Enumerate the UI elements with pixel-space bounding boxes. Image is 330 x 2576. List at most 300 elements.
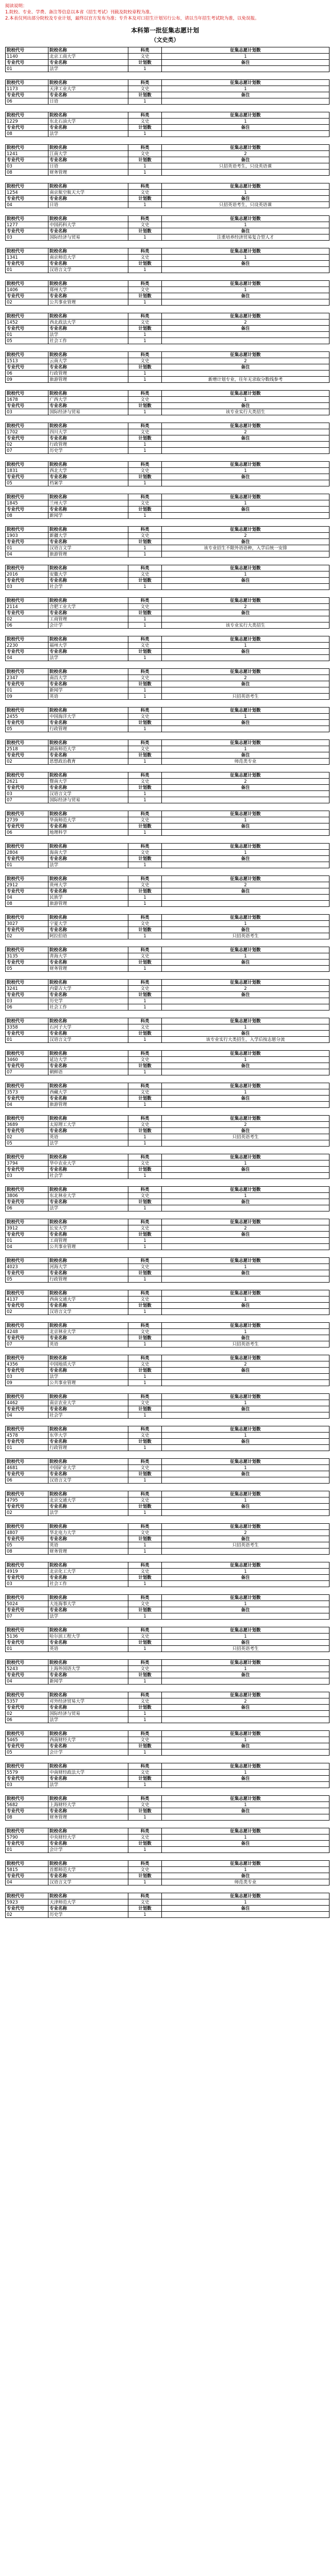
school-name-label: 院校名称	[48, 947, 128, 953]
school-row	[6, 1089, 329, 1096]
school-header-row	[6, 1187, 329, 1193]
school-name-label: 院校名称	[48, 1426, 128, 1433]
sub-label: 科类	[128, 112, 162, 119]
major-header-row	[6, 1303, 329, 1309]
remark-label: 备注	[162, 1031, 329, 1037]
major-row	[6, 1678, 329, 1685]
plan-label: 计划数	[128, 474, 162, 480]
major-header-row	[6, 1743, 329, 1749]
school-row	[6, 1867, 329, 1873]
major-code: 06	[6, 98, 48, 105]
major-code-label: 专业代号	[6, 228, 48, 234]
school-code: 1229	[6, 119, 48, 125]
school-row	[6, 1899, 329, 1906]
major-code: 05	[6, 966, 48, 972]
plan-label: 计划数	[128, 959, 162, 966]
school-code-label: 院校代号	[6, 1763, 48, 1770]
school-plan-count: 1	[162, 397, 329, 403]
school-name: 云南大学	[48, 358, 128, 364]
major-row	[6, 1782, 329, 1788]
school-code: 4807	[6, 1530, 48, 1536]
school-code: 4356	[6, 1361, 48, 1368]
school-code: 4248	[6, 1329, 48, 1335]
school-name: 中国地质大学	[48, 1361, 128, 1368]
school-plan-count: 1	[162, 1802, 329, 1808]
major-name-label: 专业名称	[48, 196, 128, 202]
major-header-row	[6, 1873, 329, 1879]
school-name-label: 院校名称	[48, 1083, 128, 1089]
school-plan-count: 1	[162, 1497, 329, 1504]
school-name-label: 院校名称	[48, 1258, 128, 1264]
school-code-label: 院校代号	[6, 47, 48, 54]
plan-label: 计划数	[128, 60, 162, 66]
school-name-label: 院校名称	[48, 1018, 128, 1024]
major-name-label: 专业名称	[48, 1808, 128, 1814]
plan-label: 计划数	[128, 435, 162, 442]
major-remark	[162, 1678, 329, 1685]
major-header-row	[6, 293, 329, 299]
major-row	[6, 442, 329, 448]
school-sub: 文史	[128, 953, 162, 959]
school-name-label: 院校名称	[48, 352, 128, 358]
major-name-label: 专业名称	[48, 228, 128, 234]
school-code-label: 院校代号	[6, 527, 48, 533]
major-name-label: 专业名称	[48, 1406, 128, 1412]
major-code-label: 专业代号	[6, 326, 48, 332]
major-remark: 师范类专业	[162, 759, 329, 765]
school-sub: 文史	[128, 151, 162, 157]
sub-label: 科类	[128, 1154, 162, 1160]
school-row	[6, 571, 329, 578]
major-remark: 注重培养经济贸易复合型人才	[162, 234, 329, 241]
school-plan-table	[5, 1594, 329, 1620]
school-code: 2347	[6, 675, 48, 681]
school-code: 5465	[6, 1737, 48, 1743]
school-plan-count: 1	[162, 468, 329, 474]
school-header-row	[6, 248, 329, 255]
school-row	[6, 1122, 329, 1128]
sub-count-label: 征集志愿计划数	[162, 1731, 329, 1737]
major-name-label: 专业名称	[48, 888, 128, 895]
school-sub: 文史	[128, 1465, 162, 1471]
school-row	[6, 468, 329, 474]
school-plan-count: 1	[162, 1329, 329, 1335]
school-plan-count: 1	[162, 1601, 329, 1607]
major-header-row	[6, 1841, 329, 1847]
major-row	[6, 1069, 329, 1075]
sub-count-label: 征集志愿计划数	[162, 844, 329, 850]
major-name: 国际经济与贸易	[48, 1711, 128, 1717]
major-name-label: 专业名称	[48, 1504, 128, 1510]
school-plan-table	[5, 112, 329, 137]
school-row	[6, 1024, 329, 1031]
school-plan-table	[5, 1795, 329, 1821]
school-code-label: 院校代号	[6, 740, 48, 746]
sub-label: 科类	[128, 1562, 162, 1569]
major-header-row	[6, 1335, 329, 1341]
school-sub: 文史	[128, 1264, 162, 1270]
major-remark	[162, 966, 329, 972]
major-header-row	[6, 539, 329, 545]
major-code: 02	[6, 299, 48, 306]
sub-count-label: 征集志愿计划数	[162, 669, 329, 675]
major-name: 旅游管理	[48, 377, 128, 383]
major-row	[6, 998, 329, 1004]
major-plan: 1	[128, 1445, 162, 1451]
major-row	[6, 1173, 329, 1179]
major-plan: 1	[128, 267, 162, 273]
school-sub: 文史	[128, 1802, 162, 1808]
school-name-label: 院校名称	[48, 565, 128, 571]
school-name: 大连海事大学	[48, 1601, 128, 1607]
school-code: 5357	[6, 1698, 48, 1705]
school-name-label: 院校名称	[48, 811, 128, 817]
major-header-row	[6, 992, 329, 998]
major-name-label: 专业名称	[48, 927, 128, 933]
major-row	[6, 1309, 329, 1315]
school-sub: 文史	[128, 358, 162, 364]
school-row	[6, 1737, 329, 1743]
remark-label: 备注	[162, 1575, 329, 1581]
school-header-row	[6, 47, 329, 54]
major-header-row	[6, 1167, 329, 1173]
school-name: 北京交通大学	[48, 1497, 128, 1504]
school-plan-count: 1	[162, 1400, 329, 1406]
school-plan-count: 1	[162, 1024, 329, 1031]
school-row	[6, 255, 329, 261]
major-row	[6, 1004, 329, 1011]
major-code: 08	[6, 1548, 48, 1555]
school-name: 中南财经政法大学	[48, 1770, 128, 1776]
school-name: 首都师范大学	[48, 1867, 128, 1873]
remark-label: 备注	[162, 1743, 329, 1749]
major-name-label: 专业名称	[48, 403, 128, 409]
school-row	[6, 1465, 329, 1471]
school-sub: 文史	[128, 643, 162, 649]
major-row	[6, 830, 329, 836]
school-plan-count: 1	[162, 255, 329, 261]
major-name-label: 专业名称	[48, 1128, 128, 1134]
school-row	[6, 533, 329, 539]
school-name-label: 院校名称	[48, 216, 128, 222]
major-plan: 1	[128, 862, 162, 868]
major-remark	[162, 448, 329, 454]
major-name: 思想政治教育	[48, 759, 128, 765]
school-code: 2739	[6, 817, 48, 823]
school-name: 广西大学	[48, 397, 128, 403]
major-name: 汉语言文学	[48, 1477, 128, 1484]
major-row	[6, 687, 329, 694]
school-name: 太原理工大学	[48, 1122, 128, 1128]
plan-label: 计划数	[128, 228, 162, 234]
major-name: 国际经济与贸易	[48, 797, 128, 803]
major-remark: 该专业实行大类招生	[162, 409, 329, 415]
sub-label: 科类	[128, 80, 162, 86]
school-name: 西北政法大学	[48, 319, 128, 326]
school-sub: 文史	[128, 86, 162, 92]
sub-count-label: 征集志愿计划数	[162, 598, 329, 604]
major-remark: 该专业招生不限外语语种，入学后统一安排	[162, 545, 329, 551]
major-name-label: 专业名称	[48, 1439, 128, 1445]
remark-label: 备注	[162, 1536, 329, 1542]
school-name-label: 院校名称	[48, 772, 128, 779]
sub-count-label: 征集志愿计划数	[162, 391, 329, 397]
sub-count-label: 征集志愿计划数	[162, 216, 329, 222]
school-header-row	[6, 1562, 329, 1569]
major-code: 03	[6, 1782, 48, 1788]
school-name: 西北大学	[48, 468, 128, 474]
major-header-row	[6, 1128, 329, 1134]
major-plan: 1	[128, 163, 162, 170]
major-name: 英语	[48, 1134, 128, 1140]
school-plan-count: 2	[162, 319, 329, 326]
school-code-label: 院校代号	[6, 636, 48, 643]
major-code-label: 专业代号	[6, 92, 48, 98]
school-header-row	[6, 1763, 329, 1770]
major-header-row	[6, 435, 329, 442]
major-row	[6, 66, 329, 72]
major-plan: 1	[128, 895, 162, 901]
school-row	[6, 1569, 329, 1575]
major-name: 法学	[48, 862, 128, 868]
school-code-label: 院校代号	[6, 1660, 48, 1666]
sub-count-label: 征集志愿计划数	[162, 1219, 329, 1225]
major-remark	[162, 1276, 329, 1283]
major-code-label: 专业代号	[6, 157, 48, 163]
school-name: 延边大学	[48, 1057, 128, 1063]
school-code: 1702	[6, 429, 48, 435]
school-plan-count: 1	[162, 1465, 329, 1471]
major-header-row	[6, 92, 329, 98]
major-code: 01	[6, 1037, 48, 1043]
major-code-label: 专业代号	[6, 927, 48, 933]
sub-label: 科类	[128, 47, 162, 54]
major-header-row	[6, 507, 329, 513]
school-sub: 文史	[128, 1024, 162, 1031]
sub-label: 科类	[128, 352, 162, 358]
school-name: 北京林业大学	[48, 1329, 128, 1335]
plan-label: 计划数	[128, 888, 162, 895]
major-code: 04	[6, 1879, 48, 1885]
sub-count-label: 征集志愿计划数	[162, 1459, 329, 1465]
plan-label: 计划数	[128, 1536, 162, 1542]
major-name: 汉语言文学	[48, 791, 128, 797]
sub-count-label: 征集志愿计划数	[162, 1660, 329, 1666]
major-name: 历史学	[48, 1912, 128, 1918]
major-remark	[162, 1912, 329, 1918]
major-name: 英语	[48, 694, 128, 700]
school-header-row	[6, 352, 329, 358]
major-code-label: 专业代号	[6, 823, 48, 830]
plan-label: 计划数	[128, 539, 162, 545]
school-code-label: 院校代号	[6, 1083, 48, 1089]
major-name-label: 专业名称	[48, 1335, 128, 1341]
sub-label: 科类	[128, 1524, 162, 1530]
school-header-row	[6, 1660, 329, 1666]
school-name: 天津师范大学	[48, 1899, 128, 1906]
school-row	[6, 1770, 329, 1776]
major-plan: 1	[128, 1134, 162, 1140]
major-remark	[162, 1749, 329, 1756]
major-name: 英语	[48, 1542, 128, 1548]
school-code-label: 院校代号	[6, 352, 48, 358]
major-row	[6, 1037, 329, 1043]
school-code-label: 院校代号	[6, 598, 48, 604]
school-code-label: 院校代号	[6, 844, 48, 850]
school-plan-table	[5, 979, 329, 1011]
remark-label: 备注	[162, 1270, 329, 1276]
major-code: 02	[6, 442, 48, 448]
sub-count-label: 征集志愿计划数	[162, 740, 329, 746]
school-plan-count: 1	[162, 1634, 329, 1640]
school-header-row	[6, 1116, 329, 1122]
major-remark	[162, 332, 329, 338]
school-name: 东华大学	[48, 1433, 128, 1439]
plan-label: 计划数	[128, 1063, 162, 1069]
sub-label: 科类	[128, 1731, 162, 1737]
major-code: 02	[6, 759, 48, 765]
major-code: 06	[6, 1004, 48, 1011]
school-row	[6, 1361, 329, 1368]
school-header-row	[6, 915, 329, 921]
major-code: 01	[6, 545, 48, 551]
major-row	[6, 726, 329, 732]
school-plan-table	[5, 1083, 329, 1108]
major-remark	[162, 1173, 329, 1179]
school-header-row	[6, 112, 329, 119]
major-plan: 1	[128, 797, 162, 803]
school-header-row	[6, 1051, 329, 1057]
major-code-label: 专业代号	[6, 681, 48, 687]
major-header-row	[6, 364, 329, 371]
plan-label: 计划数	[128, 1167, 162, 1173]
remark-label: 备注	[162, 959, 329, 966]
major-name: 公共事业管理	[48, 1380, 128, 1386]
major-code-label: 专业代号	[6, 888, 48, 895]
major-name-label: 专业名称	[48, 60, 128, 66]
school-code: 2016	[6, 571, 48, 578]
major-row	[6, 332, 329, 338]
major-name-label: 专业名称	[48, 681, 128, 687]
major-code-label: 专业代号	[6, 610, 48, 616]
major-code: 01	[6, 862, 48, 868]
school-plan-table	[5, 1355, 329, 1386]
major-code-label: 专业代号	[6, 752, 48, 759]
major-row	[6, 966, 329, 972]
school-plan-count: 2	[162, 1361, 329, 1368]
major-row	[6, 1238, 329, 1244]
major-remark	[162, 513, 329, 519]
major-code-label: 专业代号	[6, 261, 48, 267]
school-code: 2804	[6, 850, 48, 856]
major-code-label: 专业代号	[6, 1167, 48, 1173]
sub-count-label: 征集志愿计划数	[162, 876, 329, 882]
major-row	[6, 1412, 329, 1419]
school-sub: 文史	[128, 1601, 162, 1607]
school-plan-table	[5, 811, 329, 836]
school-header-row	[6, 1524, 329, 1530]
major-code: 04	[6, 895, 48, 901]
major-row	[6, 299, 329, 306]
school-plan-count: 1	[162, 86, 329, 92]
major-code: 01	[6, 1847, 48, 1853]
major-code-label: 专业代号	[6, 507, 48, 513]
major-name-label: 专业名称	[48, 326, 128, 332]
major-remark: 只招英语考生，只设英语课	[162, 202, 329, 208]
school-sub: 文史	[128, 222, 162, 228]
sub-count-label: 征集志愿计划数	[162, 145, 329, 151]
plan-label: 计划数	[128, 196, 162, 202]
major-row	[6, 1548, 329, 1555]
remark-label: 备注	[162, 578, 329, 584]
major-name: 汉语言文学	[48, 545, 128, 551]
school-sub: 文史	[128, 119, 162, 125]
major-header-row	[6, 785, 329, 791]
school-code: 5024	[6, 1601, 48, 1607]
school-sub: 文史	[128, 604, 162, 610]
school-header-row	[6, 462, 329, 468]
sub-count-label: 征集志愿计划数	[162, 1627, 329, 1634]
major-name-label: 专业名称	[48, 959, 128, 966]
school-name: 郑州大学	[48, 287, 128, 293]
school-header-row	[6, 1290, 329, 1297]
major-plan: 1	[128, 655, 162, 661]
school-plan-table	[5, 1893, 329, 1918]
sub-label: 科类	[128, 636, 162, 643]
major-code: 04	[6, 1678, 48, 1685]
remark-label: 备注	[162, 1906, 329, 1912]
major-row	[6, 409, 329, 415]
major-plan: 1	[128, 1069, 162, 1075]
major-row	[6, 1613, 329, 1620]
school-header-row	[6, 1219, 329, 1225]
major-code-label: 专业代号	[6, 1841, 48, 1847]
major-remark	[162, 687, 329, 694]
major-row	[6, 1244, 329, 1250]
major-header-row	[6, 1575, 329, 1581]
major-name: 法学	[48, 655, 128, 661]
major-row	[6, 234, 329, 241]
school-name: 中国矿业大学	[48, 1465, 128, 1471]
major-remark	[162, 170, 329, 176]
school-sub: 文史	[128, 1160, 162, 1167]
school-row	[6, 643, 329, 649]
major-name: 新闻学	[48, 513, 128, 519]
sub-label: 科类	[128, 1796, 162, 1802]
major-remark: 新增计划专业，往年无录取分数线参考	[162, 377, 329, 383]
school-code: 3241	[6, 986, 48, 992]
school-plan-table	[5, 183, 329, 208]
major-code: 02	[6, 933, 48, 939]
sub-label: 科类	[128, 1660, 162, 1666]
major-remark	[162, 1244, 329, 1250]
major-remark: 只招英语考生	[162, 933, 329, 939]
major-header-row	[6, 610, 329, 616]
school-sub: 文史	[128, 1634, 162, 1640]
school-plan-table	[5, 1115, 329, 1147]
remark-label: 备注	[162, 196, 329, 202]
major-code: 03	[6, 791, 48, 797]
major-name-label: 专业名称	[48, 1096, 128, 1102]
school-plan-count: 2	[162, 1698, 329, 1705]
school-name: 华南师范大学	[48, 817, 128, 823]
school-plan-count: 1	[162, 1899, 329, 1906]
major-name: 法学	[48, 1782, 128, 1788]
plan-label: 计划数	[128, 578, 162, 584]
major-code-label: 专业代号	[6, 1439, 48, 1445]
school-plan-count: 1	[162, 1089, 329, 1096]
major-remark	[162, 797, 329, 803]
